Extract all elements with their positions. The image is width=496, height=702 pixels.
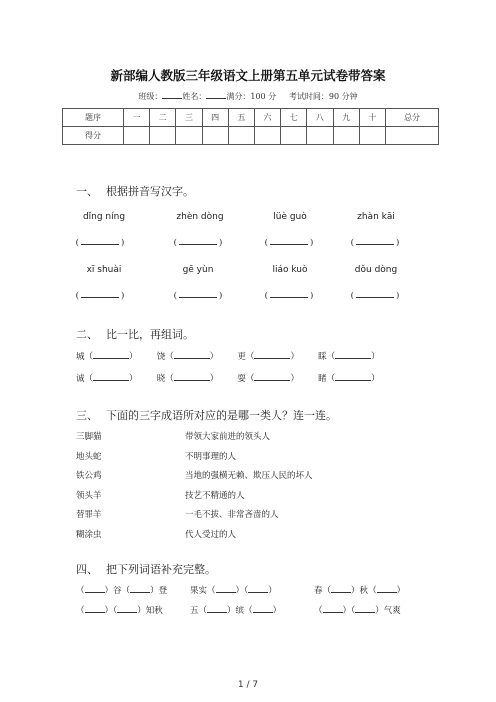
idiom-meaning[interactable]: 一毛不拔、非常吝啬的人 [185,510,279,520]
word-group-row [76,372,396,384]
fill-blank[interactable] [377,585,397,593]
idiom[interactable]: 糊涂虫 [76,530,102,540]
fill-blank[interactable] [216,585,236,593]
fill-blank[interactable] [207,605,227,613]
score-cell[interactable] [228,127,254,145]
fill-char: 谷 [113,586,122,596]
word-group-row [76,350,396,362]
exam-time: 考试时间：90 分钟 [288,92,358,101]
page-title: 新部编人教版三年级语文上册第五单元试卷带答案 [110,68,386,83]
score-cell[interactable] [333,127,359,145]
section-number: 四、 [76,563,98,576]
section-number: 三、 [76,409,98,422]
idiom-pair [76,469,313,481]
char: 城 [76,352,85,362]
fill-blank[interactable] [355,605,375,613]
word-group: 睬（ ） [318,352,380,362]
pinyin: liáo kuò [272,265,308,275]
fill-word: 果实 [190,586,208,596]
word-blank[interactable] [335,351,371,359]
idiom[interactable]: 替罪羊 [76,510,102,520]
class-blank[interactable] [162,90,182,99]
idiom[interactable]: 三脚猫 [76,432,102,442]
word-group: 睹（ ） [318,374,380,384]
answer-blank[interactable]: ( ) [75,291,125,301]
header-cell: 二 [150,109,176,127]
score-table-header-row [63,109,439,127]
fill-blank[interactable] [117,605,137,613]
header-cell: 一 [124,109,150,127]
fill-char: 五 [190,606,199,616]
word-blank[interactable] [335,373,371,381]
char: 睹 [318,374,327,384]
header-cell: 七 [281,109,307,127]
score-cell[interactable] [307,127,333,145]
score-cell[interactable] [359,127,385,145]
name-label: 姓名： [182,92,207,101]
section-1-heading [76,183,194,199]
class-label: 班级： [138,92,163,101]
fill-char: 缤 [235,606,245,616]
idiom-pair [76,450,236,462]
word-group: 诚（ ） [76,374,138,384]
header-cell: 四 [202,109,228,127]
word-blank[interactable] [93,351,129,359]
idiom-meaning[interactable]: 代人受过的人 [185,530,237,540]
fill-row [76,584,405,596]
name-blank[interactable] [206,90,226,99]
section-number: 二、 [76,328,98,341]
header-cell: 十 [359,109,385,127]
score-cell[interactable] [150,127,176,145]
fill-char: 春 [314,586,323,596]
section-4-heading [76,561,216,577]
word-blank[interactable] [254,373,290,381]
idiom-meaning[interactable]: 当地的强横无赖、欺压人民的坏人 [185,471,313,481]
pinyin: xī shuài [86,265,122,275]
section-title: 下面的三字成语所对应的是哪一类人？连一连。 [106,409,337,422]
score-cell[interactable] [176,127,202,145]
pinyin: zhèn dòng [176,212,224,222]
fill-char: 秋 [359,586,369,596]
word-group: 晓（ ） [156,374,219,384]
fill-blank[interactable] [253,605,273,613]
idiom[interactable]: 地头蛇 [76,452,102,462]
score-cell-total[interactable] [386,127,439,145]
header-cell: 五 [228,109,254,127]
header-cell: 八 [307,109,333,127]
char: 更 [237,352,246,362]
fill-group: 春（ ）秋（ ） [314,586,406,596]
exam-info [0,90,496,102]
idiom-pair [76,508,279,520]
fill-blank[interactable] [331,585,351,593]
section-title: 根据拼音写汉字。 [106,185,194,198]
pinyin: lüè guò [273,212,307,222]
word-blank[interactable] [93,373,129,381]
fill-blank[interactable] [85,605,105,613]
score-cell[interactable] [202,127,228,145]
page-number: 1 / 7 [237,680,259,690]
fill-row [76,604,401,616]
pinyin: dǒu dòng [354,265,398,275]
header-cell: 九 [333,109,359,127]
idiom[interactable]: 铁公鸡 [76,471,102,481]
fill-group: 果实（ ）（ ） [190,586,277,596]
fill-word: 气爽 [383,606,401,616]
section-2-heading [76,326,194,342]
header-cell-total: 总分 [386,109,439,127]
fill-blank[interactable] [323,605,343,613]
word-group: 饶（ ） [156,352,219,362]
idiom-meaning[interactable]: 不明事理的人 [185,452,237,462]
fill-char: 登 [158,586,168,596]
fill-blank[interactable] [130,585,150,593]
fill-group: （ ）谷（ ）登 [76,586,168,596]
section-title: 把下列词语补充完整。 [106,563,216,576]
answer-blank[interactable]: ( ) [173,238,223,248]
section-title: 比一比，再组词。 [106,328,194,341]
pinyin: zhàn kāi [357,212,395,222]
score-cell[interactable] [281,127,307,145]
answer-blank[interactable]: ( ) [350,238,400,248]
word-group: 更（ ） [237,352,299,362]
word-blank[interactable] [254,351,290,359]
fill-word: 知秋 [145,606,163,616]
fill-blank[interactable] [85,585,105,593]
fill-group: （ ）（ ）知秋 [76,606,163,616]
word-group: 城（ ） [76,352,138,362]
char: 睬 [318,352,327,362]
answer-blank[interactable]: ( ) [264,238,314,248]
score-table-score-row [63,127,439,145]
answer-blank[interactable]: ( ) [173,291,223,301]
idiom-meaning[interactable]: 技艺不精通的人 [185,491,245,501]
fill-group: 五（ ）缤（ ） [190,606,282,616]
header-cell: 三 [176,109,202,127]
word-group: 耍（ ） [237,374,299,384]
answer-blank[interactable]: ( ) [264,291,314,301]
score-cell[interactable] [254,127,280,145]
char: 诚 [76,374,85,384]
header-cell: 六 [254,109,280,127]
char: 饶 [156,352,166,362]
idiom-pair [76,430,270,442]
full-score: 满分：100 分 [226,92,277,101]
answer-blank[interactable]: ( ) [75,238,125,248]
score-cell[interactable] [124,127,150,145]
char: 耍 [237,374,246,384]
idiom-pair [76,528,236,540]
pinyin: gē yùn [182,265,214,275]
answer-blank[interactable]: ( ) [350,291,400,301]
idiom-meaning[interactable]: 带领大家前进的领头人 [185,432,271,442]
section-3-heading [76,407,337,423]
pinyin: dǐng níng [82,212,126,222]
header-cell-order: 题序 [63,109,124,127]
section-number: 一、 [76,185,98,198]
row-label-score: 得分 [63,127,124,145]
idiom[interactable]: 领头羊 [76,491,102,501]
score-table [62,108,439,145]
fill-group: （ ）（ ）气爽 [314,606,401,616]
idiom-pair [76,489,245,501]
word-blank[interactable] [174,351,210,359]
char: 晓 [156,374,166,384]
word-blank[interactable] [174,373,210,381]
fill-blank[interactable] [248,585,268,593]
